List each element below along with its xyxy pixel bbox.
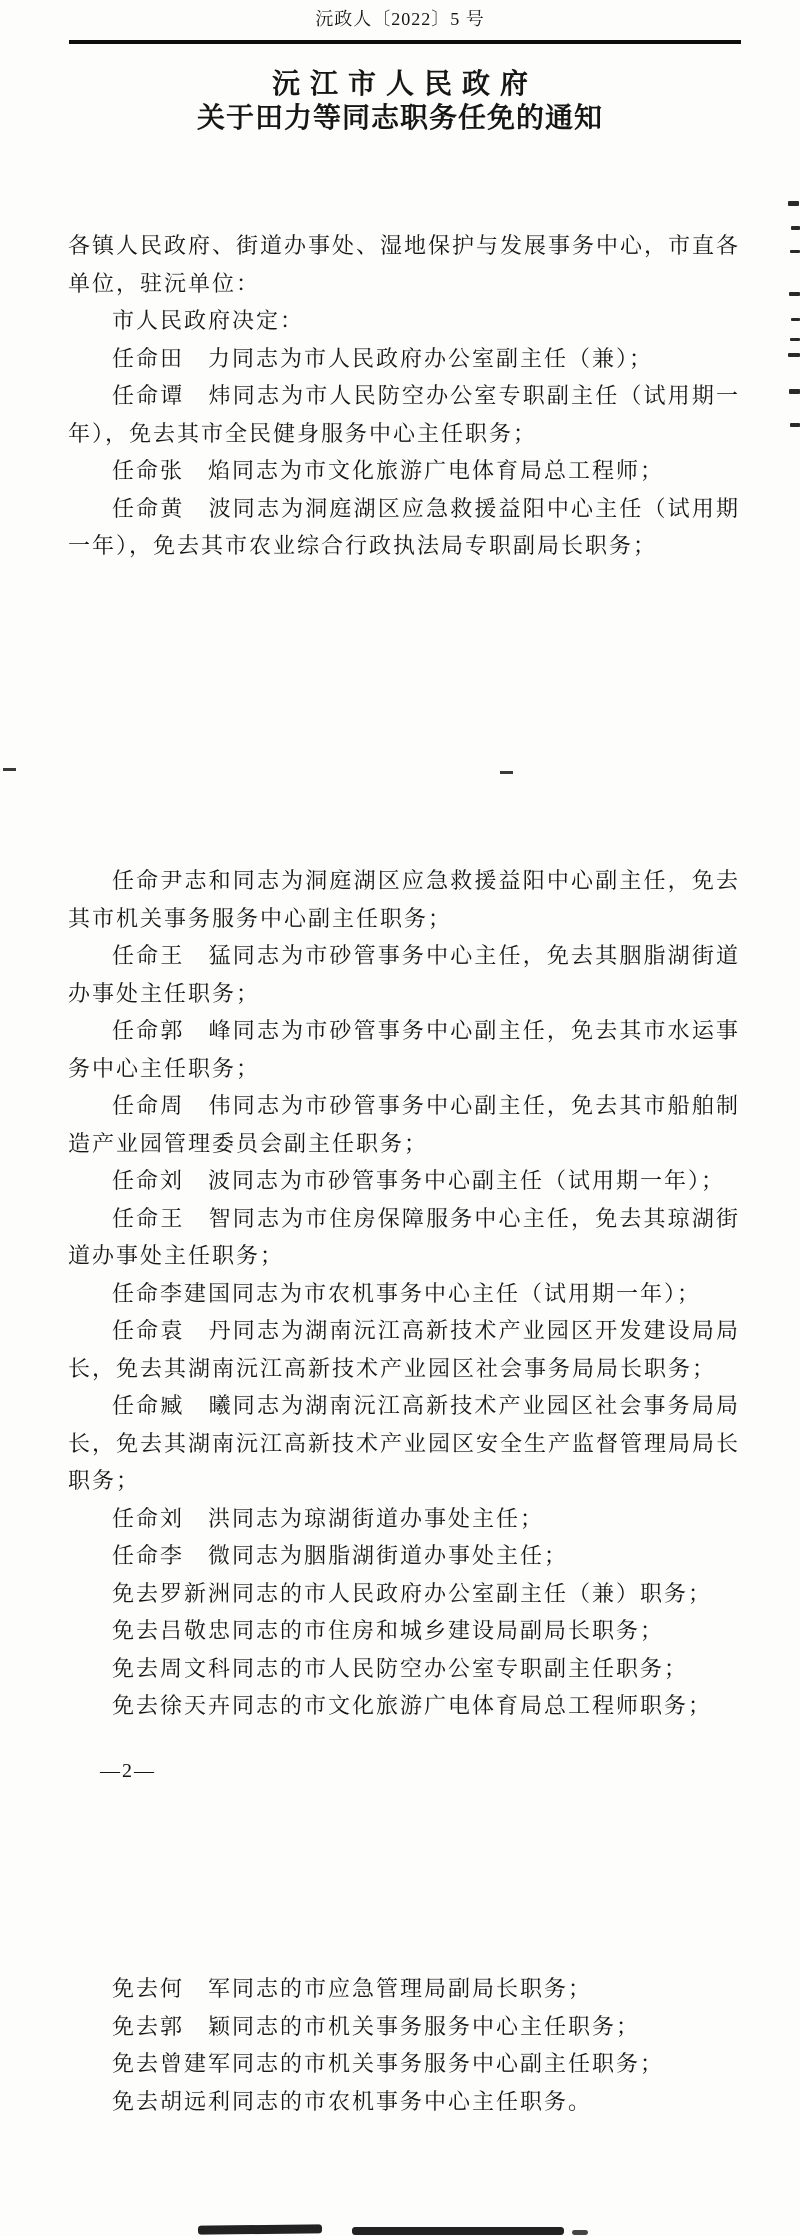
removal-item: 免去曾建军同志的市机关事务服务中心副主任职务； <box>112 2051 665 2076</box>
removal-item: 免去罗新洲同志的市人民政府办公室副主任（兼）职务； <box>112 1580 713 1606</box>
scan-shadow-bar <box>572 2230 588 2235</box>
title-subject: 关于田力等同志职务任免的通知 <box>196 103 603 134</box>
appointment-item: 任命刘 波同志为市砂管事务中心副主任（试用期一年）； <box>112 1168 726 1193</box>
page2-body <box>68 862 740 1725</box>
decision-intro: 市人民政府决定： <box>112 308 305 333</box>
scan-artifact <box>790 338 800 341</box>
fold-mark-right <box>500 771 513 774</box>
scan-artifact <box>791 318 800 321</box>
appointment-item: 任命尹志和同志为洞庭湖区应急救援益阳中心副主任，免去其市机关事务服务中心副主任职务； <box>68 868 740 931</box>
scan-artifact <box>788 353 800 357</box>
title-issuer: 沅江市人民政府 <box>271 69 538 100</box>
document-number: 沅政人〔2022〕5 号 <box>315 9 485 29</box>
removal-item: 免去周文科同志的市人民防空办公室专职副主任职务； <box>112 1655 689 1681</box>
page-number: —2— <box>100 1760 156 1782</box>
scan-artifact <box>791 226 800 230</box>
removal-item: 免去吕敬忠同志的市住房和城乡建设局副局长职务； <box>112 1618 665 1643</box>
appointment-item: 任命李 微同志为胭脂湖街道办事处主任； <box>112 1543 569 1568</box>
appointment-item: 任命袁 丹同志为湖南沅江高新技术产业园区开发建设局局长，免去其湖南沅江高新技术产业园区社会事务局局长职务； <box>68 1318 740 1381</box>
scan-artifact <box>789 292 800 296</box>
removal-item: 免去徐天卉同志的市文化旅游广电体育局总工程师职务； <box>112 1693 713 1718</box>
scan-artifact <box>790 423 800 427</box>
removal-item: 免去郭 颖同志的市机关事务服务中心主任职务； <box>112 2013 641 2039</box>
page3-body <box>68 1970 740 2120</box>
appointment-item: 任命周 伟同志为市砂管事务中心副主任，免去其市船舶制造产业园管理委员会副主任职务； <box>68 1093 740 1156</box>
fold-mark-left <box>3 768 16 771</box>
appointment-item: 任命刘 洪同志为琼湖街道办事处主任； <box>112 1505 545 1531</box>
appointment-item: 任命臧 曦同志为湖南沅江高新技术产业园区社会事务局局长，免去其湖南沅江高新技术产业园区安全生产监督管理局局长职务； <box>68 1393 741 1493</box>
scan-artifact <box>789 389 800 394</box>
removal-item: 免去何 军同志的市应急管理局副局长职务； <box>112 1976 593 2001</box>
header-divider-line <box>69 40 741 44</box>
appointment-item: 任命李建国同志为市农机事务中心主任（试用期一年）； <box>112 1280 702 1306</box>
scan-shadow-bar <box>198 2224 322 2234</box>
appointment-item: 任命田 力同志为市人民政府办公室副主任（兼）； <box>112 345 654 371</box>
appointment-item: 任命王 猛同志为市砂管事务中心主任，免去其胭脂湖街道办事处主任职务； <box>68 943 740 1006</box>
appointment-item: 任命黄 波同志为洞庭湖区应急救援益阳中心主任（试用期一年），免去其市农业综合行政执法局专职副局长职务； <box>68 495 740 558</box>
appointment-item: 任命张 焰同志为市文化旅游广电体育局总工程师； <box>112 458 665 483</box>
salutation: 各镇人民政府、街道办事处、湿地保护与发展事务中心，市直各单位，驻沅单位： <box>68 233 741 296</box>
removal-item: 免去胡远利同志的市农机事务中心主任职务。 <box>112 2088 593 2114</box>
appointment-item: 任命谭 炜同志为市人民防空办公室专职副主任（试用期一年），免去其市全民健身服务中心主任职务； <box>68 383 740 446</box>
appointment-item: 任命王 智同志为市住房保障服务中心主任，免去其琼湖街道办事处主任职务； <box>68 1205 740 1268</box>
page1-body <box>68 227 740 565</box>
scan-shadow-bar <box>352 2227 564 2235</box>
appointment-item: 任命郭 峰同志为市砂管事务中心副主任，免去其市水运事务中心主任职务； <box>68 1018 740 1081</box>
scan-artifact <box>788 201 799 206</box>
document-title <box>0 68 800 136</box>
scan-artifact <box>790 250 800 253</box>
